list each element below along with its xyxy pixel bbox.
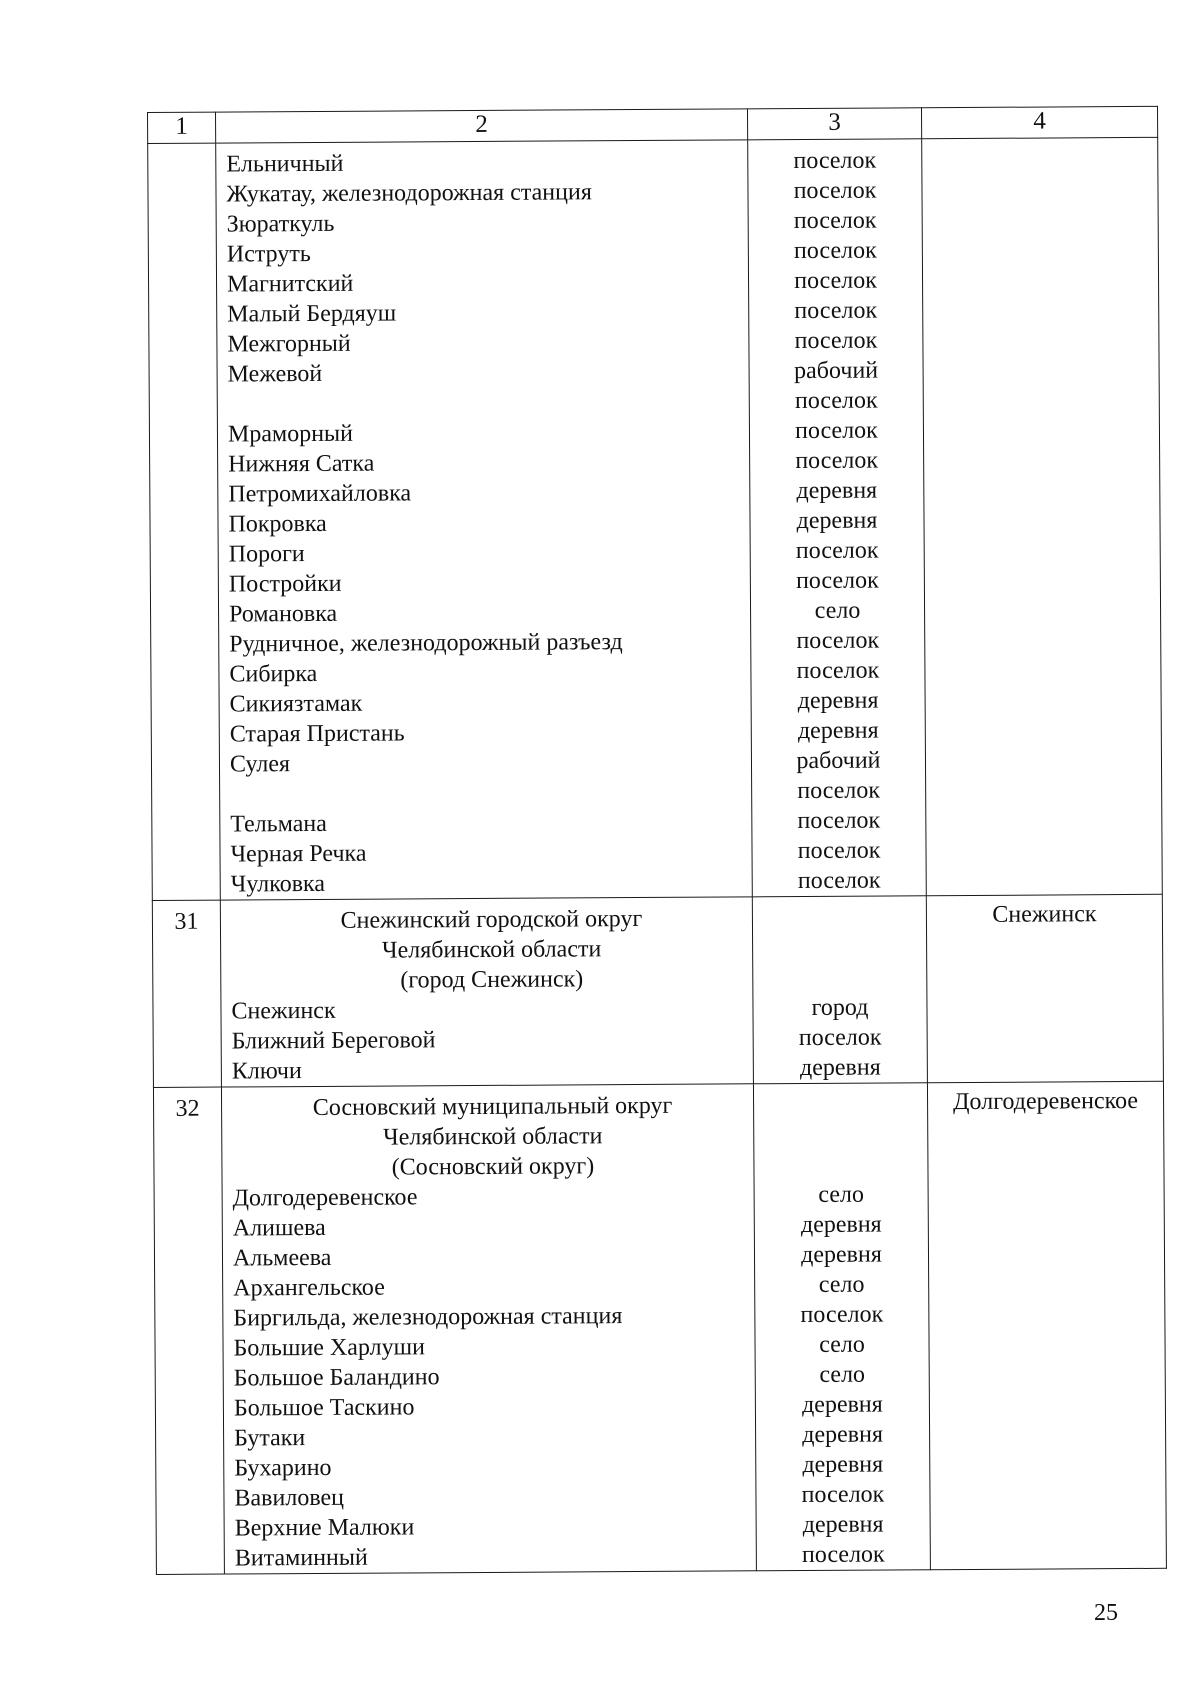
settlement-name: Ближний Береговой: [231, 1027, 436, 1055]
settlement-name: Пороги: [228, 541, 305, 568]
settlement-type: деревня: [797, 717, 879, 745]
header-col-4: 4: [921, 106, 1157, 138]
settlement-name: Альмеева: [232, 1244, 332, 1272]
table-row-continuation: [148, 137, 1163, 900]
settlement-name: Долгодеревенское: [232, 1184, 418, 1212]
settlements-table: [147, 106, 1167, 1575]
settlement-name: Малый Бердяуш: [227, 300, 397, 328]
settlement-type: село: [819, 1331, 865, 1358]
settlement-type: поселок: [794, 387, 878, 415]
settlement-type: поселок: [794, 327, 878, 355]
row-number-cell: [148, 143, 221, 900]
settlement-name: Сулея: [229, 751, 291, 778]
settlement-name: Большие Харлуши: [233, 1334, 425, 1362]
district-heading: (Сосновский округ): [391, 1153, 595, 1181]
settlement-type: поселок: [794, 297, 878, 325]
settlement-name: Архангельское: [233, 1274, 385, 1302]
district-heading: Сосновский муниципальный округ: [312, 1092, 673, 1122]
settlement-name: Межевой: [227, 360, 323, 388]
settlement-name: Тельмана: [230, 810, 327, 838]
settlement-name: Рудничное, железнодорожный разъезд: [229, 629, 623, 658]
settlement-name: Нижняя Сатка: [228, 450, 375, 478]
settlement-name-spacer: [230, 776, 751, 809]
settlement-type: поселок: [797, 867, 881, 895]
settlement-name: Большое Таскино: [233, 1394, 415, 1422]
settlement-name: Межгорный: [227, 330, 351, 358]
settlement-type: рабочий: [796, 747, 881, 775]
settlement-type: деревня: [801, 1391, 883, 1419]
settlement-type: деревня: [802, 1451, 884, 1479]
settlement-name: Биргильда, железнодорожная станция: [233, 1303, 623, 1332]
settlement-name: Магнитский: [226, 270, 354, 298]
settlement-type: село: [818, 1271, 865, 1298]
district-heading: (город Снежинск): [400, 966, 584, 994]
settlement-type: рабочий: [794, 357, 879, 385]
settlement-name: Верхние Малюки: [234, 1514, 415, 1542]
header-col-3: 3: [747, 108, 921, 140]
settlement-type: деревня: [796, 507, 878, 535]
settlement-type: поселок: [796, 657, 880, 685]
settlement-name: Бутаки: [234, 1425, 306, 1452]
settlement-types-cell: [748, 139, 927, 897]
settlement-name: Сикиязтамак: [229, 690, 363, 718]
settlement-name: Постройки: [228, 570, 342, 598]
settlement-names-cell: [220, 897, 753, 1087]
district-heading: Челябинской области: [383, 1123, 603, 1151]
settlement-name: Ельничный: [226, 150, 344, 178]
settlement-name: Жукатау, железнодорожная станция: [226, 179, 592, 208]
settlement-name: Вавиловец: [234, 1484, 345, 1512]
settlement-type: поселок: [801, 1481, 885, 1509]
settlement-name: Покровка: [228, 510, 327, 538]
settlement-name: Большое Баландино: [233, 1364, 440, 1392]
settlement-type: поселок: [793, 177, 877, 205]
admin-center-cell: [922, 137, 1163, 895]
settlement-type: село: [814, 597, 861, 624]
settlement-type: поселок: [793, 147, 877, 175]
settlement-type: поселок: [797, 807, 881, 835]
district-heading: Челябинской области: [381, 936, 602, 964]
settlement-type: поселок: [801, 1541, 885, 1569]
settlement-type: деревня: [801, 1241, 882, 1269]
settlement-type: поселок: [795, 447, 879, 475]
settlement-type: город: [811, 994, 869, 1021]
settlement-type: поселок: [796, 627, 880, 655]
settlement-type: поселок: [795, 537, 879, 565]
page-number: 25: [1094, 1600, 1118, 1626]
settlement-name: Мраморный: [227, 420, 354, 448]
settlement-type: село: [818, 1181, 864, 1208]
table-row-district-31: [152, 894, 1163, 1087]
row-number: 32: [153, 1087, 224, 1574]
settlement-types-cell: [753, 1083, 930, 1571]
settlement-type: поселок: [795, 417, 878, 445]
district-heading: Снежинский городской округ: [340, 905, 643, 934]
settlement-type: село: [819, 1361, 866, 1388]
settlement-name: Алишева: [232, 1214, 326, 1242]
settlement-name: Романовка: [228, 600, 338, 628]
admin-center: Долгодеревенское: [927, 1081, 1166, 1569]
settlement-name: Зюраткуль: [226, 210, 335, 238]
settlement-names-cell: [216, 140, 753, 900]
settlement-name: Чулковка: [230, 870, 326, 898]
settlement-type: деревня: [796, 477, 878, 505]
settlement-name-spacer: [228, 386, 749, 419]
settlement-type: деревня: [800, 1211, 882, 1239]
settlement-type: поселок: [795, 567, 879, 595]
row-number: 31: [152, 900, 221, 1087]
settlement-type: поселок: [797, 777, 881, 805]
settlement-name: Петромихайловка: [228, 480, 412, 508]
settlement-name: Сибирка: [229, 660, 318, 688]
settlement-type: деревня: [799, 1054, 881, 1082]
table-row-district-32: [153, 1081, 1166, 1574]
settlement-type: поселок: [797, 837, 881, 865]
settlement-type: поселок: [793, 237, 877, 265]
settlement-type: деревня: [797, 687, 879, 715]
settlement-name: Черная Речка: [230, 840, 367, 868]
settlement-type: поселок: [793, 207, 877, 235]
settlement-name: Старая Пристань: [229, 720, 405, 748]
settlement-type: поселок: [798, 1024, 882, 1052]
settlement-name: Ключи: [231, 1058, 302, 1085]
header-col-2: 2: [216, 109, 748, 143]
settlement-name: Витаминный: [234, 1544, 368, 1572]
settlement-type: деревня: [802, 1421, 884, 1449]
header-col-1: 1: [148, 112, 216, 143]
admin-center: Снежинск: [926, 894, 1163, 1082]
settlement-names-cell: [221, 1084, 756, 1574]
settlement-name: Снежинск: [231, 997, 336, 1025]
settlement-type: деревня: [802, 1511, 884, 1539]
settlement-type: поселок: [794, 267, 877, 295]
settlement-type: поселок: [800, 1301, 884, 1329]
settlement-name: Бухарино: [234, 1454, 332, 1482]
settlement-types-cell: [752, 896, 927, 1084]
settlement-name: Иструть: [226, 241, 311, 268]
